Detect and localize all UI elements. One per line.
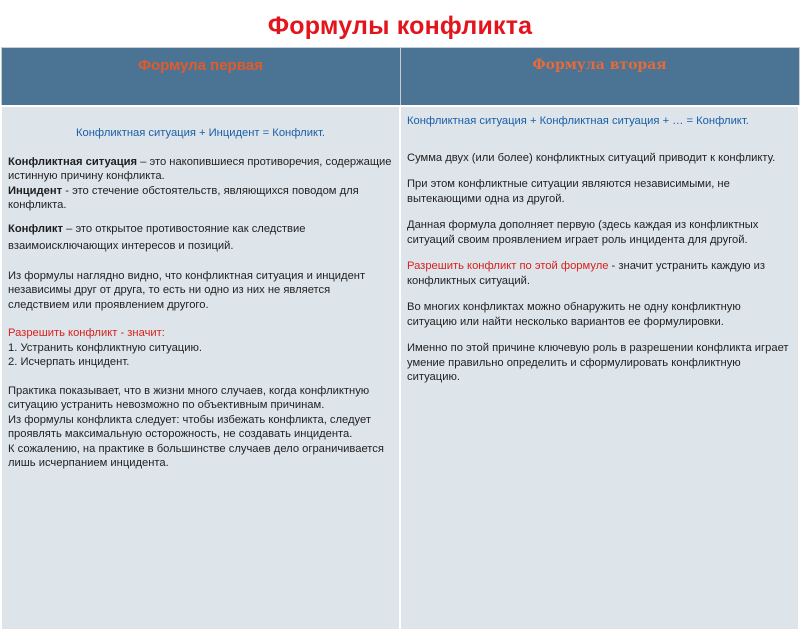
definition-situation-text: – это накопившиеся противоречия, содержащие истинную причину конфликта.	[8, 155, 392, 182]
term-situation: Конфликтная ситуация	[8, 155, 138, 168]
practice-text: Практика показывает, что в жизни много случаев, когда конфликтную ситуацию устранить невозможно по объективным причинам.	[8, 384, 370, 411]
sum-text: Сумма двух (или более) конфликтных ситуаций приводит к конфликту.	[407, 151, 776, 164]
follows-text: Из формулы конфликта следует: чтобы избежать конфликта, следует проявлять максимальную осторожность, не создавать инцидента.	[8, 413, 371, 440]
formula-second-equation: Конфликтная ситуация + Конфликтная ситуация + … = Конфликт.	[407, 115, 749, 127]
resolve-step-1: 1. Устранить конфликтную ситуацию.	[8, 341, 202, 354]
definition-incident	[8, 184, 393, 213]
regret-text: К сожалению, на практике в большинстве случаев дело ограничивается лишь исчерпанием инцидента.	[8, 442, 384, 469]
term-incident: Инцидент	[8, 184, 63, 197]
definition-incident-text: - это стечение обстоятельств, являющихся поводом для конфликта.	[8, 184, 359, 211]
header-formula-first: Формула первая	[1, 48, 400, 107]
formula-first-equation: Конфликтная ситуация + Инцидент = Конфликт.	[76, 127, 325, 139]
complements-text: Данная формула дополняет первую (здесь каждая из конфликтных ситуаций своим проявлением играет роль инцидента для другой.	[407, 219, 759, 246]
table-header-row	[1, 48, 799, 107]
page-title: Формулы конфликта	[267, 12, 533, 40]
resolve-second-rest: - значит устранить каждую из конфликтных ситуаций.	[407, 260, 765, 287]
definition-situation	[8, 155, 393, 184]
many-text: Во многих конфликтах можно обнаружить не одну конфликтную ситуацию или найти несколько вариантов ее формулировки.	[407, 301, 741, 328]
formula-second-cell	[400, 106, 799, 630]
definition-conflict-text: – это открытое противостояние как следствие взаимоисключающих интересов и позиций.	[8, 222, 306, 252]
resolve-step-2: 2. Исчерпать инцидент.	[8, 356, 130, 368]
formulas-table	[0, 47, 800, 631]
resolve-heading: Разрешить конфликт - значит:	[8, 327, 165, 339]
table-row	[1, 106, 799, 630]
header-formula-second: Формула вторая	[400, 48, 799, 107]
term-conflict: Конфликт	[8, 222, 63, 235]
independence-text: Из формулы наглядно видно, что конфликтная ситуация и инцидент независимы друг от друга, то есть ни одно из них не является следствием или проявлением другого.	[8, 269, 366, 311]
resolve-second	[407, 259, 792, 288]
independent-text: При этом конфликтные ситуации являются независимыми, не вытекающими одна из другой.	[407, 178, 730, 205]
definition-conflict	[8, 221, 393, 255]
resolve-second-lead: Разрешить конфликт по этой формуле	[407, 260, 609, 272]
formula-first-cell	[1, 106, 400, 630]
key-role-text: Именно по этой причине ключевую роль в разрешении конфликта играет умение правильно определить и сформулировать конфликтную ситуацию.	[407, 342, 789, 383]
